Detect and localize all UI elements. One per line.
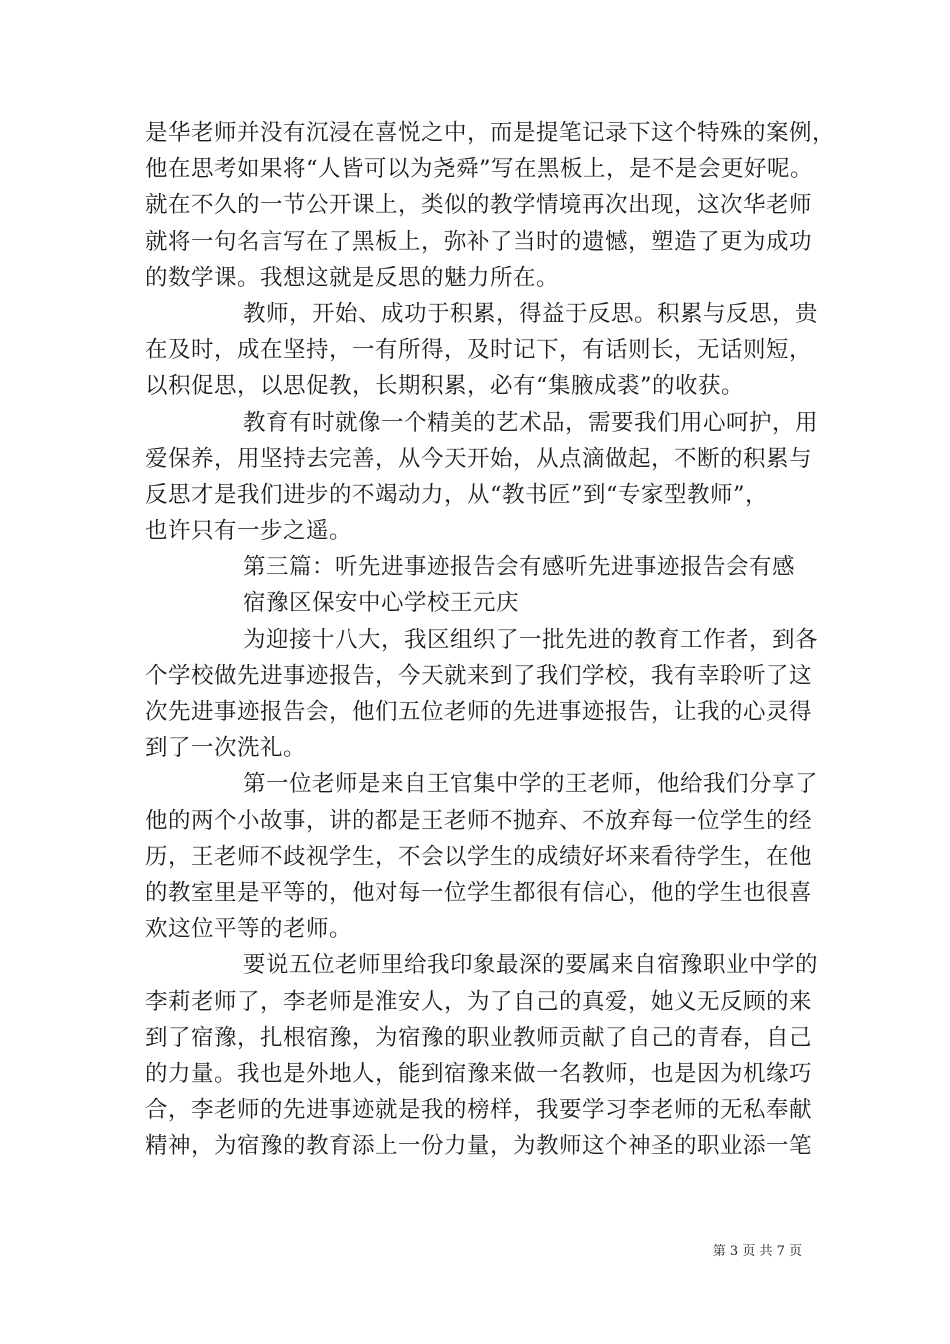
text-line: 的数学课。我想这就是反思的魅力所在。 [145,264,560,291]
text-line: 就在不久的一节公开课上，类似的教学情境再次出现，这次华老师 [145,192,813,219]
text-line: 的教室里是平等的，他对每一位学生都很有信心，他的学生也很喜 [145,879,813,906]
text-line: 也许只有一步之遥。 [145,518,353,545]
paragraph-start-line: 要说五位老师里给我印象最深的要属来自宿豫职业中学的 [243,952,819,979]
text-line: 的力量。我也是外地人，能到宿豫来做一名教师，也是因为机缘巧 [145,1060,813,1087]
author-line: 宿豫区保安中心学校王元庆 [243,590,520,617]
section-heading: 第三篇：听先进事迹报告会有感听先进事迹报告会有感 [243,554,796,581]
text-line: 他在思考如果将“人皆可以为尧舜”写在黑板上，是不是会更好呢。 [145,156,814,183]
text-line: 李莉老师了，李老师是淮安人，为了自己的真爱，她义无反顾的来 [145,988,813,1015]
text-line: 就将一句名言写在了黑板上，弥补了当时的遗憾，塑造了更为成功 [145,228,813,255]
paragraph-start-line: 教师，开始、成功于积累，得益于反思。积累与反思，贵 [243,300,819,327]
text-line: 在及时，成在坚持，一有所得，及时记下，有话则长，无话则短， [145,337,813,364]
text-line: 精神，为宿豫的教育添上一份力量，为教师这个神圣的职业添一笔 [145,1133,813,1160]
paragraph-start-line: 教育有时就像一个精美的艺术品，需要我们用心呵护，用 [243,409,819,436]
paragraph-start-line: 为迎接十八大，我区组织了一批先进的教育工作者，到各 [243,626,819,653]
text-line: 以积促思，以思促教，长期积累，必有“集腋成裘”的收获。 [145,373,745,400]
text-line: 反思才是我们进步的不竭动力，从“教书匠”到“专家型教师”， [145,481,769,508]
text-line: 是华老师并没有沉浸在喜悦之中，而是提笔记录下这个特殊的案例， [145,120,836,146]
document-body [145,115,836,1164]
text-line: 次先进事迹报告会，他们五位老师的先进事迹报告，让我的心灵得 [145,699,813,725]
text-line: 到了一次洗礼。 [145,735,307,762]
text-line: 他的两个小故事，讲的都是王老师不抛弃、不放弃每一位学生的经 [145,807,813,834]
text-line: 合，李老师的先进事迹就是我的榜样，我要学习李老师的无私奉献 [145,1097,813,1124]
text-line: 爱保养，用坚持去完善，从今天开始，从点滴做起，不断的积累与 [145,445,813,472]
text-line: 到了宿豫，扎根宿豫，为宿豫的职业教师贡献了自己的青春，自己 [145,1024,813,1051]
text-line: 历，王老师不歧视学生，不会以学生的成绩好坏来看待学生，在他 [145,843,813,870]
text-line: 欢这位平等的老师。 [145,916,353,943]
text-line: 个学校做先进事迹报告，今天就来到了我们学校，我有幸聆听了这 [145,662,813,689]
paragraph-start-line: 第一位老师是来自王官集中学的王老师，他给我们分享了 [243,771,819,798]
page-number-footer: 第 3 页 共 7 页 [712,1244,802,1259]
